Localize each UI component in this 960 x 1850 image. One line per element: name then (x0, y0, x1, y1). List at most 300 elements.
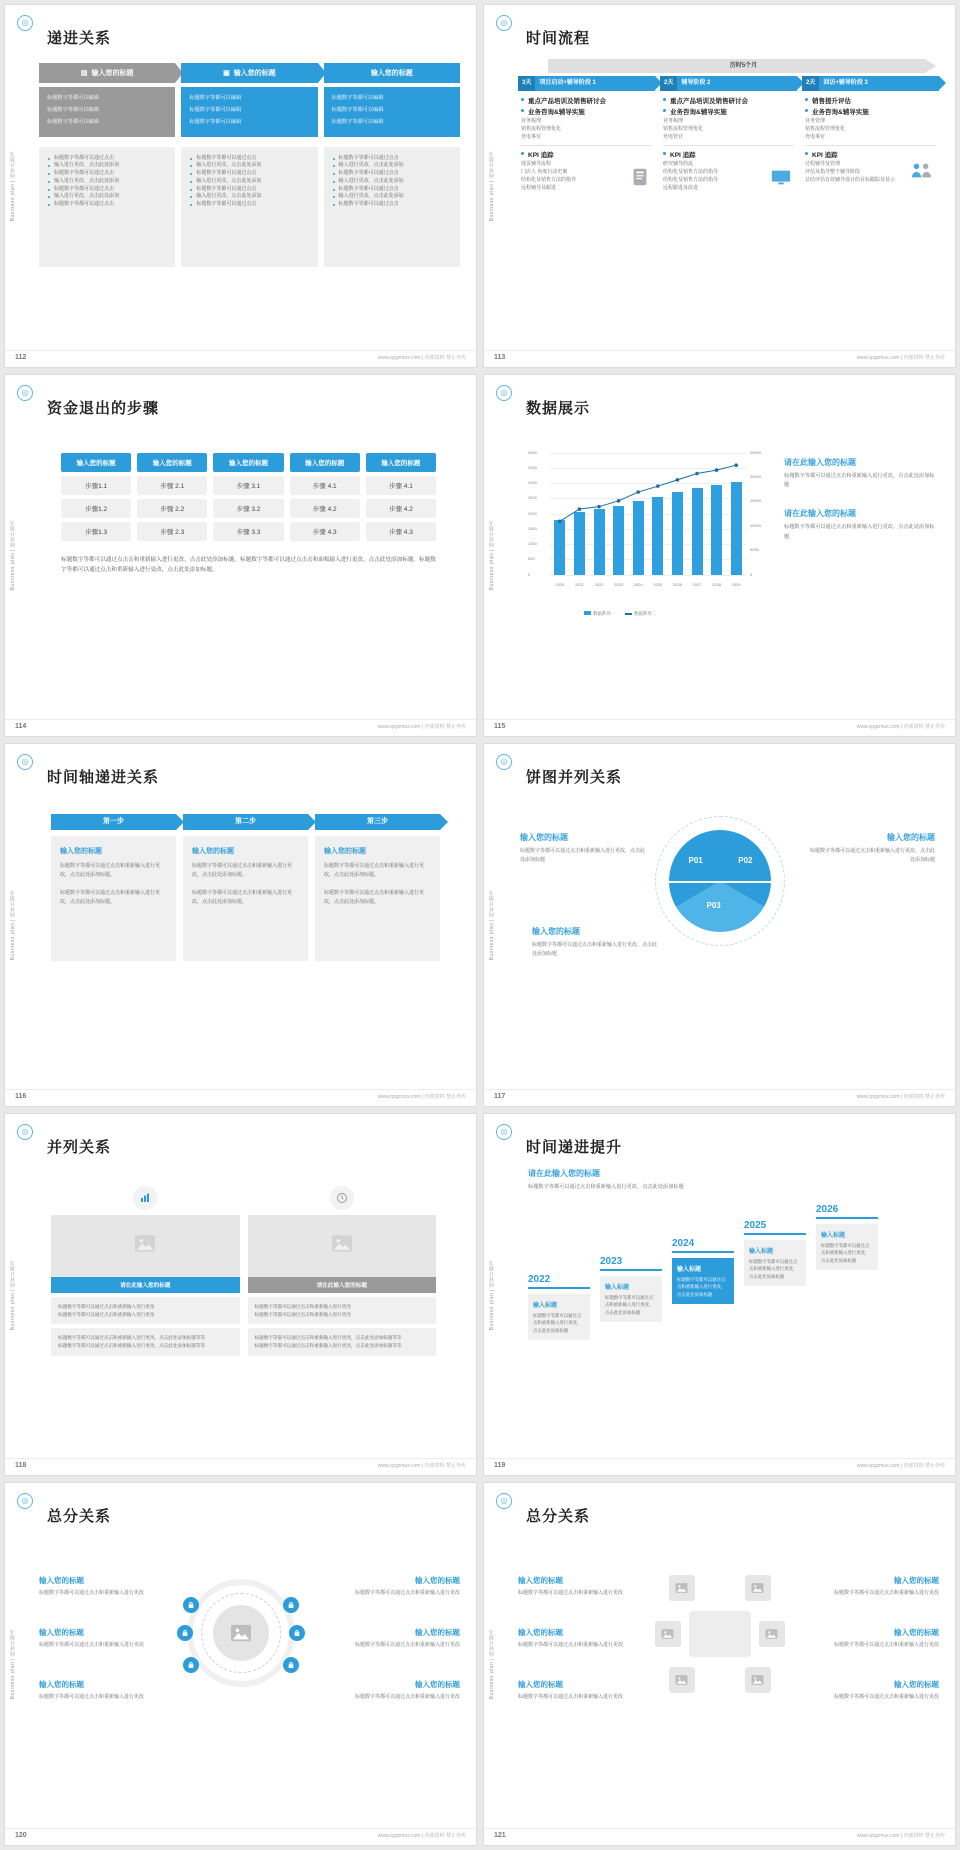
legend-series-1: 数据系列一 (584, 611, 615, 617)
hub-node-2[interactable] (283, 1597, 299, 1613)
image-cell-1[interactable] (669, 1575, 695, 1601)
step-body (51, 836, 176, 961)
column-1 (39, 63, 175, 83)
y-axis-tick: 3000 (528, 480, 537, 486)
column-header[interactable]: 输入您的标题 (61, 453, 131, 472)
logo-icon: ◎ (17, 754, 33, 770)
footer-note: www.cpgzmux.com | 内部资料 禁止外传 (856, 724, 945, 731)
hub-node-4[interactable] (289, 1625, 305, 1641)
caption-title: 请在此输入您的标题 (784, 509, 856, 519)
step-name: 回访+辅导阶段 3 (819, 76, 939, 91)
y-axis-tick: 500 (528, 556, 535, 562)
step-tag-3 (802, 76, 939, 91)
slide-114[interactable] (4, 374, 477, 738)
step-column-2[interactable] (183, 814, 308, 961)
intro-block (528, 1168, 931, 1192)
caption-title: 输入您的标题 (894, 1628, 939, 1638)
page-number: 116 (15, 1092, 27, 1100)
table-cell: 步骤 4.3 (366, 522, 436, 541)
grid-caption-1 (518, 1575, 630, 1598)
column-3 (324, 63, 460, 83)
caption-title: 输入您的标题 (518, 1576, 563, 1586)
page-title: 总分关系 (526, 1508, 591, 1526)
chart-legend (584, 611, 656, 617)
table-cell: 步骤 2.2 (137, 499, 207, 518)
page-title: 递进关系 (47, 30, 112, 47)
card-caption: 请在此输入您的标题 (248, 1277, 437, 1293)
card-1[interactable] (51, 1186, 240, 1356)
x-axis-tick: 2029 (731, 581, 741, 587)
step-tag-1 (518, 76, 655, 91)
side-label: Business plan | 商业计划书 (10, 1628, 16, 1700)
timeline (528, 1204, 931, 1349)
chart-plot-area (528, 449, 762, 587)
side-label: Business plan | 商业计划书 (10, 150, 16, 222)
step-heading: 销售提升评估 (805, 96, 936, 105)
table-cell: 步骤 2.1 (137, 476, 207, 495)
step-year: 2023 (600, 1256, 623, 1268)
column-header[interactable]: 输入您的标题 (366, 453, 436, 472)
pie-body (669, 830, 771, 932)
step-title: 输入标题 (677, 1267, 702, 1274)
caption-text: 标题数字等都可以通过点击和重新输入进行更改 (833, 1694, 939, 1701)
table-column (61, 453, 131, 541)
line-series (550, 453, 746, 575)
legend-series-2: 数据系列二 (625, 611, 656, 617)
logo-icon: ◎ (17, 15, 33, 31)
step-paragraph: 标题数字等都可以通过点击和重新输入进行更改，点击此处添加标题。 (60, 863, 161, 879)
pie-caption-1 (520, 832, 645, 865)
caption-text: 标题数字等都可以通过点击和重新输入进行更改 (518, 1642, 624, 1649)
step-2[interactable] (660, 76, 797, 197)
step-column-3[interactable] (315, 814, 440, 961)
logo-icon: ◎ (496, 754, 512, 770)
hub-caption-4 (348, 1627, 460, 1650)
hub-node-3[interactable] (177, 1625, 193, 1641)
image-icon (134, 1233, 156, 1258)
logo-icon: ◎ (496, 15, 512, 31)
page-number: 115 (494, 723, 506, 731)
slide-115[interactable] (483, 374, 956, 738)
chart-section (524, 447, 939, 616)
slide-117[interactable] (483, 743, 956, 1107)
page-title: 总分关系 (47, 1508, 112, 1526)
page-number: 113 (494, 353, 506, 361)
step-text: 标题数字等都可以通过点击和重新输入进行更改，点击此处添加标题 (749, 1259, 798, 1279)
side-label: Business plan | 商业计划书 (10, 520, 16, 591)
caption-text: 标题数字等都可以通过点击和重新输入进行更改 (354, 1694, 460, 1701)
chart-captions (784, 447, 939, 597)
card-notes-top: 标题数字等都可以通过点击和重新输入进行更改 标题数字等都可以通过点击和重新输入进行更改 (51, 1297, 240, 1325)
step-name: 项目启动+辅导阶段 1 (535, 76, 655, 91)
y2-axis-tick: 15000 (750, 498, 762, 504)
y2-axis-tick: 5000 (750, 547, 759, 553)
caption-title: 输入您的标题 (518, 1628, 563, 1638)
slide-body (518, 57, 939, 343)
header-row (39, 63, 460, 83)
step-title: 输入标题 (749, 1249, 774, 1256)
y-axis-tick: 2000 (528, 510, 537, 516)
timeline-step-2025[interactable] (744, 1220, 806, 1286)
step-body (183, 836, 308, 961)
column-header-label: 输入您的标题 (233, 70, 276, 77)
slide-body (51, 796, 440, 1082)
caption-title: 请在此输入您的标题 (784, 457, 856, 467)
people-icon (909, 159, 935, 186)
caption-text: 标题数字等都可以通过点击和重新输入进行更改 (39, 1590, 145, 1597)
step-heading: KPI 追踪 (663, 150, 794, 159)
caption-title: 输入您的标题 (415, 1628, 460, 1638)
image-icon (331, 1233, 353, 1258)
hub-node-6[interactable] (283, 1657, 299, 1673)
side-label: Business plan | 商业计划书 (489, 150, 495, 222)
caption-title: 输入您的标题 (894, 1576, 939, 1586)
slide-body (39, 57, 460, 343)
slide-body (524, 427, 939, 713)
slide-body (61, 427, 436, 713)
timeline-step-2026[interactable] (816, 1204, 878, 1270)
logo-icon: ◎ (496, 1124, 512, 1140)
step-heading: KPI 追踪 (521, 150, 652, 159)
slide-121[interactable] (483, 1482, 956, 1846)
caption-text: 标题数字等都可以通过点击和重新输入进行更改 (354, 1590, 460, 1597)
page-title: 时间递进提升 (526, 1138, 623, 1156)
page-number: 120 (15, 1832, 27, 1839)
table-cell: 步骤 3.2 (213, 499, 283, 518)
y-axis-tick: 2500 (528, 495, 537, 501)
page-title: 时间流程 (526, 30, 591, 47)
description-text: 标题数字等都可以通过点击击和重新输入进行更改，点击此处添加标题。标题数字等都可以通过点击击和面板输入进行更改，点击此处添加标题。标题数字等都可以通过点击和重新输入进行更改，点击此处添加标题。 (61, 556, 436, 574)
steps-row (51, 814, 440, 961)
grid-line (550, 575, 746, 576)
table-cell: 步骤 2.3 (137, 522, 207, 541)
image-cell-2[interactable] (745, 1575, 771, 1601)
hub-caption-2 (348, 1575, 460, 1598)
footer-note: www.cpgzmux.com | 内部资料 禁止外传 (377, 354, 466, 361)
clock-icon (330, 1186, 354, 1210)
page-title: 时间轴递进关系 (47, 769, 160, 787)
step-1[interactable] (518, 76, 655, 197)
timeline-step-2024[interactable] (672, 1238, 734, 1304)
hub-node-5[interactable] (183, 1657, 199, 1673)
caption-title: 输入您的标题 (415, 1576, 460, 1586)
hub-caption-5 (39, 1679, 151, 1702)
y-axis-tick: 0 (528, 571, 531, 577)
grid-caption-4 (827, 1627, 939, 1650)
table-cell: 步骤 4.2 (290, 499, 360, 518)
step-body (315, 836, 440, 961)
step-paragraph: 标题数字等都可以通过点击和重新输入进行更改，点击此处添加标题。 (192, 863, 293, 879)
caption-text: 标题数字等都可以通过点击和重新输入进行更改 (518, 1590, 624, 1597)
steps-table (61, 453, 436, 541)
body-block-2: 标题数字等都可以编辑 标题数字等都可以编辑 标题数字等都可以编辑 (181, 87, 317, 137)
side-label: Business plan | 商业计划书 (489, 889, 495, 961)
people-icon: ▣ (223, 70, 230, 77)
column-header[interactable]: 输入您的标题 (213, 453, 283, 472)
caption-text: 标题数字等都可以通过点击和重新输入进行更改，点击此处添加标题 (784, 472, 935, 488)
slide-120[interactable] (4, 1482, 477, 1846)
x-axis-tick: 2027 (692, 581, 702, 587)
step-paragraph: 标题数字等都可以通过点击和重新输入进行更改，点击此处添加标题。 (192, 890, 293, 906)
step-title: 输入标题 (605, 1285, 630, 1292)
y2-axis-tick: 25000 (750, 449, 762, 455)
table-cell: 步骤 4.1 (290, 476, 360, 495)
column-header-label: 输入您的标题 (91, 70, 134, 77)
step-year: 2026 (816, 1204, 839, 1216)
grid-caption-5 (518, 1679, 630, 1702)
page-number: 118 (15, 1462, 27, 1470)
combo-chart (524, 447, 774, 616)
slide-116[interactable] (4, 743, 477, 1107)
steps-row (518, 76, 939, 197)
step-days: 2天 (660, 76, 677, 91)
footer-note: www.cpgzmux.com | 内部资料 禁止外传 (377, 724, 466, 731)
pie-caption-2 (810, 832, 935, 865)
pie-label-p02: P02 (738, 856, 753, 866)
step-3[interactable] (802, 76, 939, 197)
caption-title: 输入您的标题 (518, 1680, 563, 1690)
table-column (366, 453, 436, 541)
step-header: 第一步 (51, 814, 176, 830)
page-number: 112 (15, 353, 27, 361)
card-notes-bottom: 标题数字等都可以通过点击和重新输入进行更改，点击此处添加标题等等 标题数字等都可以通过点击和重新输入进行更改，点击此处添加标题等等 (248, 1328, 437, 1356)
hub-center-image[interactable] (213, 1605, 269, 1661)
caption-title: 输入您的标题 (39, 1680, 84, 1690)
x-axis-tick: 2023 (614, 581, 624, 587)
logo-icon: ◎ (496, 385, 512, 401)
footer-note: www.cpgzmux.com | 内部资料 禁止外传 (856, 1833, 945, 1839)
page-title: 饼图并列关系 (526, 769, 623, 787)
table-cell: 步骤1.1 (61, 476, 131, 495)
table-column (213, 453, 283, 541)
step-title: 输入标题 (821, 1233, 846, 1240)
hub-caption-3 (39, 1627, 151, 1650)
caption-text: 标题数字等都可以通过点击和重新输入进行更改，点击此处添加标题 (784, 524, 935, 540)
slide-113[interactable] (483, 4, 956, 368)
step-paragraph: 标题数字等都可以通过点击和重新输入进行更改，点击此处添加标题。 (324, 890, 425, 906)
list-block-2: 标题数字等都可以通过点击 输入进行更改，点击此处添加 标题数字等都可以通过点击 输入进行更改，点击此处添加 标题数字等都可以通过点击 输入进行更改，点击此处添加 标题数字等都可以通过点击 (181, 147, 317, 267)
step-heading: 重点产品培训及销售研讨会 (663, 96, 794, 105)
caption-title: 输入您的标题 (894, 1680, 939, 1690)
y-axis-tick: 1000 (528, 541, 537, 547)
y-axis-tick: 1500 (528, 525, 537, 531)
side-label: Business plan | 商业计划书 (10, 1259, 16, 1330)
body-block-1: 标题数字等都可以编辑 标题数字等都可以编辑 标题数字等都可以编辑 (39, 87, 175, 137)
user-icon: ▤ (80, 70, 88, 77)
card-notes-top: 标题数字等都可以通过点击和重新输入进行更改 标题数字等都可以通过点击和重新输入进行更改 (248, 1297, 437, 1325)
slide-body (51, 1174, 436, 1452)
step-heading: 业务咨询&辅导实施 (521, 107, 652, 116)
caption-title: 输入您的标题 (39, 1628, 84, 1638)
logo-icon: ◎ (496, 1493, 512, 1509)
hub-node-1[interactable] (183, 1597, 199, 1613)
image-cell-4[interactable] (759, 1621, 785, 1647)
step-card-1: 重点产品培训及销售研讨会 业务咨询&辅导实施 业务梳理 销售流程管理优化 充电事官 KPI 追踪 现页辅导流程 门店人 角度行动史案 结构化及销售方法的指导 远程辅导及跟进 (518, 91, 655, 197)
step-tag-2 (660, 76, 797, 91)
slide-118[interactable] (4, 1113, 477, 1477)
hub-diagram (187, 1579, 295, 1687)
step-subtitle: 输入您的标题 (60, 848, 102, 856)
list-block-3: 标题数字等都可以通过点击 输入进行更改，点击此处添加 标题数字等都可以通过点击 输入进行更改，点击此处添加 标题数字等都可以通过点击 输入进行更改，点击此处添加 标题数字等都可以通过点击 (324, 147, 460, 267)
table-cell: 步骤 3.1 (213, 476, 283, 495)
page-title: 资金退出的步骤 (47, 399, 160, 417)
column-header[interactable]: 输入您的标题 (137, 453, 207, 472)
logo-icon: ◎ (17, 1493, 33, 1509)
page-number: 117 (494, 1092, 506, 1100)
column-header-2[interactable] (181, 63, 317, 83)
slide-body (528, 1168, 931, 1452)
footer-note: www.cpgzmux.com | 内部资料 禁止外传 (856, 1463, 945, 1470)
y2-axis-tick: 10000 (750, 522, 762, 528)
image-placeholder[interactable] (51, 1215, 240, 1277)
footer-note: www.cpgzmux.com | 内部资料 禁止外传 (377, 1463, 466, 1470)
table-column (137, 453, 207, 541)
y-axis-tick: 3500 (528, 464, 537, 470)
x-axis-tick: 2021 (574, 581, 584, 587)
step-heading: 业务咨询&辅导实施 (805, 107, 936, 116)
divider (5, 350, 476, 351)
timeline-step-2023[interactable] (600, 1256, 662, 1322)
column-header[interactable]: 输入您的标题 (290, 453, 360, 472)
side-label: Business plan | 商业计划书 (489, 1259, 495, 1330)
y2-axis-tick: 0 (750, 571, 753, 577)
card-2[interactable] (248, 1186, 437, 1356)
step-subtitle: 输入您的标题 (192, 848, 234, 856)
grid-caption-6 (827, 1679, 939, 1702)
page-number: 119 (494, 1462, 506, 1470)
side-label: Business plan | 商业计划书 (489, 1628, 495, 1700)
intro-title: 请在此输入您的标题 (528, 1168, 600, 1178)
caption-text: 标题数字等都可以通过点击和重新输入进行更改 (39, 1642, 145, 1649)
logo-icon: ◎ (17, 1124, 33, 1140)
footer-note: www.cpgzmux.com | 内部资料 禁止外传 (377, 1833, 466, 1839)
timeline-step-2022[interactable] (528, 1274, 590, 1340)
caption-text: 标题数字等都可以通过点击和重新输入进行更改 (833, 1642, 939, 1649)
table-cell: 步骤 4.3 (290, 522, 360, 541)
footer-note: www.cpgzmux.com | 内部资料 禁止外传 (377, 1093, 466, 1100)
step-text: 标题数字等都可以通过点击和重新输入进行更改，点击此处添加标题 (677, 1277, 726, 1297)
side-label: Business plan | 商业计划书 (489, 520, 495, 591)
monitor-icon (769, 166, 793, 193)
x-axis-tick: 2024 (633, 581, 643, 587)
logo-icon: ◎ (17, 385, 33, 401)
step-heading: 业务咨询&辅导实施 (663, 107, 794, 116)
pie-caption-3 (532, 926, 657, 959)
step-text: 标题数字等都可以通过点击和重新输入进行更改，点击此处添加标题 (533, 1313, 582, 1333)
pie-chart (655, 816, 785, 946)
slide-112[interactable] (4, 4, 477, 368)
step-subtitle: 输入您的标题 (324, 848, 366, 856)
column-2 (181, 63, 317, 83)
body-block-3: 标题数字等都可以编辑 标题数字等都可以编辑 标题数字等都可以编辑 (324, 87, 460, 137)
image-cell-5[interactable] (669, 1667, 695, 1693)
cards-row (51, 1186, 436, 1356)
body-row (39, 87, 460, 137)
page-title: 数据展示 (526, 399, 591, 417)
duration-ribbon (548, 59, 939, 73)
caption-title: 输入您的标题 (415, 1680, 460, 1690)
step-title: 输入标题 (533, 1303, 558, 1310)
hub-caption-6 (348, 1679, 460, 1702)
duration-label: 历时5个月 (729, 63, 758, 69)
step-card-2: 重点产品培训及销售研讨会 业务咨询&辅导实施 业务梳理 销售流程管理优化 充电管官 KPI 追踪 研究辅导的流 结构化及销售方法的指导 结构化及销售方法的指导 远程跟进及改进 (660, 91, 797, 197)
page-title: 并列关系 (47, 1138, 112, 1156)
column-header-3[interactable] (324, 63, 460, 83)
x-axis-tick: 2025 (653, 581, 663, 587)
x-axis-tick: 2020 (555, 581, 565, 587)
card-notes-bottom: 标题数字等都可以通过点击和重新输入进行更改，点击此处添加标题等等 标题数字等都可以通过点击和重新输入进行更改，点击此处添加标题等等 (51, 1328, 240, 1356)
caption-text: 标题数字等都可以通过点击和重新输入进行更改 (518, 1694, 624, 1701)
step-header: 第二步 (183, 814, 308, 830)
table-cell: 步骤 4.1 (366, 476, 436, 495)
chart-icon (133, 1186, 157, 1210)
step-heading: KPI 追踪 (805, 150, 936, 159)
caption-text: 标题数字等都可以通过点击和重新输入进行更改，点击此处添加标题 (520, 848, 646, 864)
step-column-1[interactable] (51, 814, 176, 961)
caption-text: 标题数字等都可以通过点击和重新输入进行更改 (354, 1642, 460, 1649)
step-days: 3天 (518, 76, 535, 91)
caption-text: 标题数字等都可以通过点击和重新输入进行更改，点击此处添加标题 (810, 848, 936, 864)
hub-caption-1 (39, 1575, 151, 1598)
pie-label-p01: P01 (688, 856, 703, 866)
step-days: 2天 (802, 76, 819, 91)
table-column (290, 453, 360, 541)
step-year: 2024 (672, 1238, 695, 1250)
list-row (39, 143, 460, 267)
image-cell-6[interactable] (745, 1667, 771, 1693)
y2-axis-tick: 20000 (750, 473, 762, 479)
page-number: 121 (494, 1832, 506, 1839)
caption-title: 输入您的标题 (520, 833, 568, 843)
caption-text: 标题数字等都可以通过点击和重新输入进行更改，点击此处添加标题 (532, 942, 658, 958)
step-text: 标题数字等都可以通过点击和重新输入进行更改，点击此处添加标题 (605, 1295, 654, 1315)
card-caption: 请在此输入您的标题 (51, 1277, 240, 1293)
column-header-1[interactable] (39, 63, 175, 83)
intro-text: 标题数字等都可以通过点击和重新输入进行更改，点击此处添加标题 (528, 1183, 684, 1190)
image-cell-3[interactable] (655, 1621, 681, 1647)
step-heading: 重点产品培训及销售研讨会 (521, 96, 652, 105)
column-header-label: 输入您的标题 (370, 70, 413, 77)
x-axis-tick: 2028 (712, 581, 722, 587)
slide-119[interactable] (483, 1113, 956, 1477)
step-card-3: 销售提升评估 业务咨询&辅导实施 业务管理 销售流程管理优化 充电事官 KPI 追踪 过程辅导及管理 评估及指导整个辅导阶段 总结评估有效辅导设计的目标跟踪及显示 (802, 91, 939, 190)
clipboard-icon (629, 166, 651, 193)
step-name: 辅导阶段 2 (677, 76, 797, 91)
x-axis-tick: 2026 (672, 581, 682, 587)
y-axis-tick: 4000 (528, 449, 537, 455)
grid-diagram (655, 1569, 785, 1699)
step-year: 2022 (528, 1274, 551, 1286)
caption-title: 输入您的标题 (532, 927, 580, 937)
step-text: 标题数字等都可以通过点击和重新输入进行更改，点击此处添加标题 (821, 1243, 870, 1263)
table-cell: 步骤 4.2 (366, 499, 436, 518)
x-axis-tick: 2022 (594, 581, 604, 587)
step-header: 第三步 (315, 814, 440, 830)
image-placeholder[interactable] (248, 1215, 437, 1277)
step-year: 2025 (744, 1220, 767, 1232)
list-block-1: 标题数字等都可以通过点击 输入进行更改，点击此处添加 标题数字等都可以通过点击 输入进行更改，点击此处添加 标题数字等都可以通过点击 输入进行更改，点击此处添加 标题数字等都可以通过点击 (39, 147, 175, 267)
caption-title: 输入您的标题 (887, 833, 935, 843)
caption-title: 输入您的标题 (39, 1576, 84, 1586)
center-shape (689, 1611, 751, 1657)
grid-caption-3 (518, 1627, 630, 1650)
footer-note: www.cpgzmux.com | 内部资料 禁止外传 (856, 354, 945, 361)
caption-text: 标题数字等都可以通过点击和重新输入进行更改 (833, 1590, 939, 1597)
caption-text: 标题数字等都可以通过点击和重新输入进行更改 (39, 1694, 145, 1701)
side-label: Business plan | 商业计划书 (10, 889, 16, 961)
page-number: 114 (15, 723, 27, 731)
grid-caption-2 (827, 1575, 939, 1598)
